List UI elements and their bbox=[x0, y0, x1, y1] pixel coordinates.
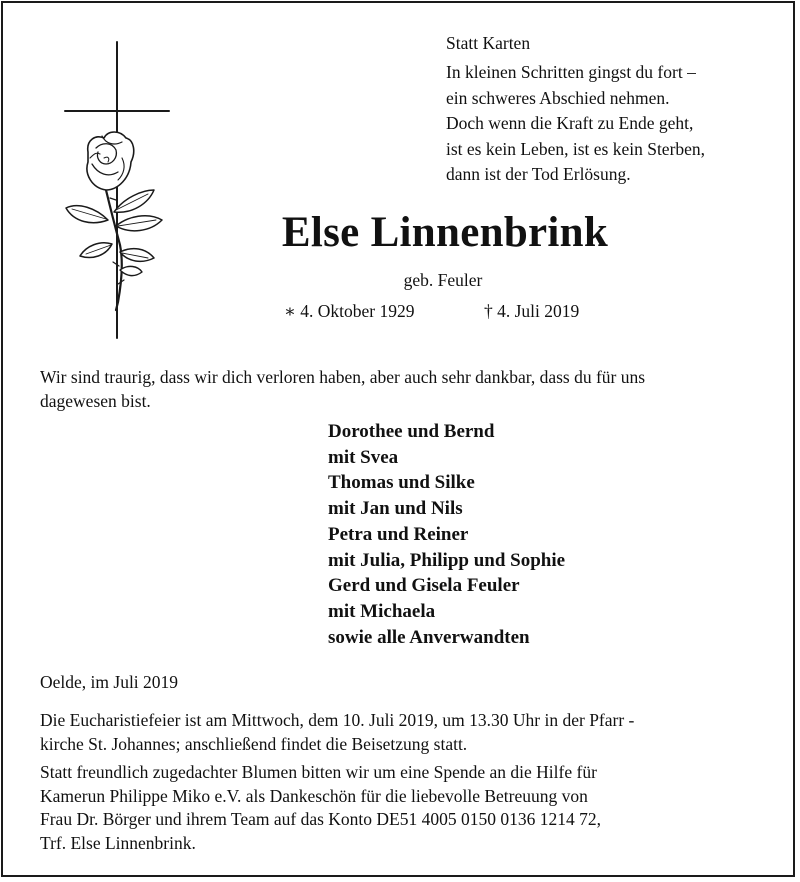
poem-line: In kleinen Schritten gingst du fort – bbox=[446, 62, 696, 82]
message-line: dagewesen bist. bbox=[40, 390, 151, 411]
death-date: † 4. Juli 2019 bbox=[484, 301, 580, 321]
family-list bbox=[328, 419, 565, 650]
birth-date: ∗ 4. Oktober 1929 bbox=[284, 301, 415, 321]
family-line: mit Julia, Philipp und Sophie bbox=[328, 549, 566, 571]
statt-karten-label: Statt Karten bbox=[446, 33, 531, 53]
family-line: mit Svea bbox=[328, 446, 399, 468]
poem-line: Doch wenn die Kraft zu Ende geht, bbox=[446, 113, 694, 133]
donation-paragraph bbox=[40, 761, 770, 855]
donation-line: Trf. Else Linnenbrink. bbox=[40, 832, 196, 853]
poem bbox=[446, 60, 705, 188]
service-line: Die Eucharistiefeier ist am Mittwoch, dem 10. Juli 2019, um 13.30 Uhr in der Pfarr - bbox=[40, 710, 635, 730]
birth-name: geb. Feuler bbox=[403, 270, 483, 290]
message-paragraph bbox=[40, 366, 770, 413]
donation-line: Statt freundlich zugedachter Blumen bitten wir um eine Spende an die Hilfe für bbox=[40, 762, 597, 782]
donation-line: Frau Dr. Börger und ihrem Team auf das Konto DE51 4005 0150 0136 1214 72, bbox=[40, 809, 601, 829]
message-line: Wir sind traurig, dass wir dich verloren haben, aber auch sehr dankbar, dass du für uns bbox=[40, 367, 646, 387]
cross-with-rose-icon bbox=[56, 40, 186, 340]
place-date: Oelde, im Juli 2019 bbox=[40, 672, 179, 692]
family-line: mit Michaela bbox=[328, 600, 436, 622]
service-line: kirche St. Johannes; anschließend findet die Beisetzung statt. bbox=[40, 733, 468, 754]
family-line: sowie alle Anverwandten bbox=[328, 626, 530, 648]
service-paragraph bbox=[40, 709, 770, 756]
family-line: Petra und Reiner bbox=[328, 523, 469, 545]
deceased-name: Else Linnenbrink bbox=[281, 209, 609, 256]
poem-line: dann ist der Tod Erlösung. bbox=[446, 164, 631, 184]
family-line: Dorothee und Bernd bbox=[328, 421, 495, 442]
family-line: Gerd und Gisela Feuler bbox=[328, 575, 520, 597]
donation-line: Kamerun Philippe Miko e.V. als Dankeschön für die liebevolle Betreuung von bbox=[40, 785, 588, 806]
family-line: mit Jan und Nils bbox=[328, 498, 463, 520]
family-line: Thomas und Silke bbox=[328, 472, 475, 494]
poem-line: ist es kein Leben, ist es kein Sterben, bbox=[446, 138, 706, 159]
poem-line: ein schweres Abschied nehmen. bbox=[446, 87, 670, 108]
